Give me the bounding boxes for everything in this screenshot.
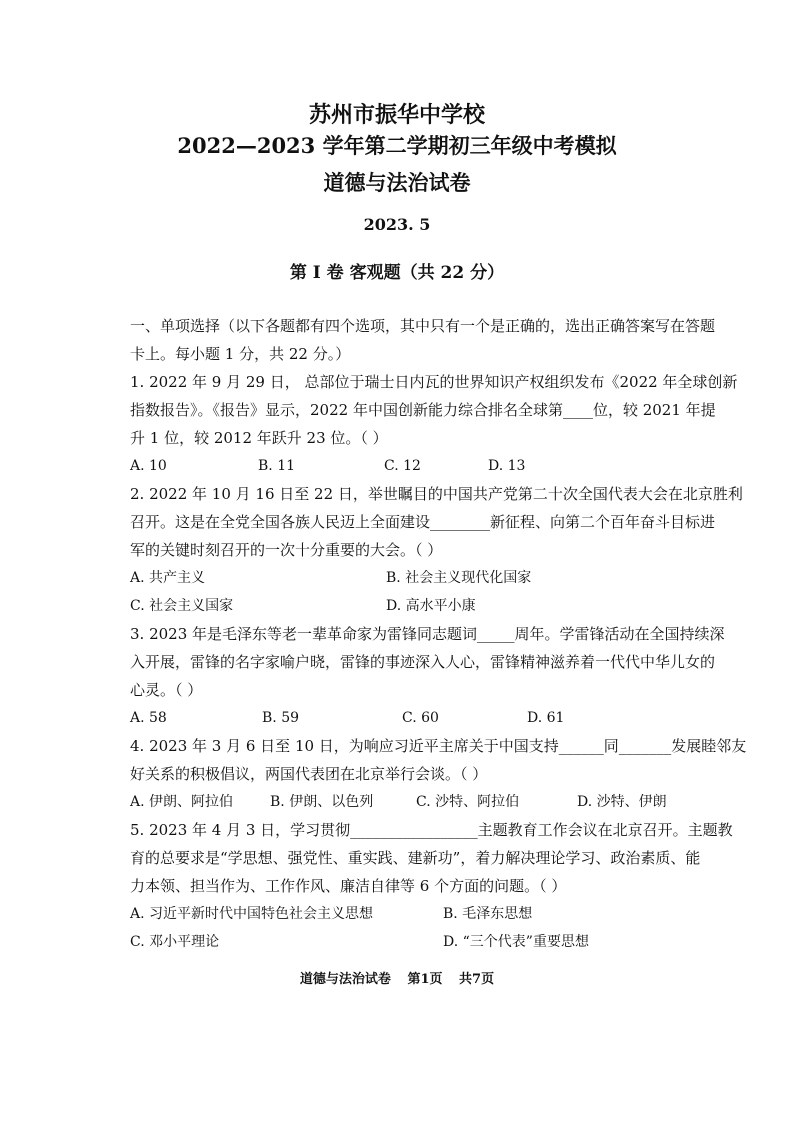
answer-option: C. 沙特、阿拉伯: [416, 794, 520, 810]
footer-subject: 道德与法治试卷: [299, 972, 391, 987]
subject-title: 道德与法治试卷: [323, 170, 471, 195]
question-text: 升 1 位，较 2012 年跃升 23 位。（ ）: [130, 429, 388, 447]
answer-option: D. “三个代表”重要思想: [443, 934, 589, 950]
question-text: 2. 2022 年 10 月 16 日至 22 日，举世瞩目的中国共产党第二十次全国代表大会在北京胜利: [130, 485, 743, 503]
exam-date: 2023. 5: [363, 215, 431, 234]
answer-option: A. 10: [130, 458, 167, 474]
section-instruction: 一、单项选择（以下各题都有四个选项，其中只有一个是正确的，选出正确答案写在答题: [130, 317, 716, 335]
question-text: 1. 2022 年 9 月 29 日， 总部位于瑞士日内瓦的世界知识产权组织发布《2022 年全球创新: [130, 373, 738, 391]
section-title: 第 I 卷 客观题（共 22 分）: [289, 263, 505, 283]
question-text: 5. 2023 年 4 月 3 日，学习贯彻_________________主题教育工作会议在北京召开。主题教: [130, 821, 733, 839]
answer-option: B. 伊朗、以色列: [270, 794, 374, 810]
question-text: 召开。这是在全党全国各族人民迈上全面建设________新征程、向第二个百年奋斗目标进: [130, 513, 716, 531]
answer-option: D. 沙特、伊朗: [577, 794, 667, 810]
question-text: 入开展，雷锋的名字家喻户晓，雷锋的事迹深入人心，雷锋精神滋养着一代代中华儿女的: [130, 653, 716, 671]
answer-option: A. 伊朗、阿拉伯: [130, 794, 234, 810]
answer-option: D. 13: [488, 458, 526, 474]
answer-option: A. 共产主义: [130, 570, 206, 586]
footer-page-number: 第1页: [407, 972, 443, 987]
page-footer: [0, 968, 794, 987]
school-title: 苏州市振华中学校: [308, 102, 485, 128]
answer-option: B. 59: [262, 710, 300, 726]
answer-option: A. 习近平新时代中国特色社会主义思想: [130, 906, 374, 922]
question-text: 4. 2023 年 3 月 6 日至 10 日，为响应习近平主席关于中国支持______同_______发展睦邻友: [130, 737, 747, 755]
answer-option: A. 58: [130, 710, 167, 726]
footer-total-pages: 共7页: [459, 972, 495, 987]
answer-option: C. 60: [402, 710, 439, 726]
question-text: 力本领、担当作为、工作作风、廉洁自律等 6 个方面的问题。（ ）: [130, 877, 567, 895]
answer-option: B. 11: [258, 458, 296, 474]
answer-option: B. 毛泽东思想: [443, 906, 533, 922]
answer-option: C. 邓小平理论: [130, 934, 220, 950]
question-text: 3. 2023 年是毛泽东等老一辈革命家为雷锋同志题词_____周年。学雷锋活动在全国持续深: [130, 625, 725, 643]
question-text: 好关系的积极倡议，两国代表团在北京举行会谈。（ ）: [130, 765, 488, 783]
answer-option: D. 高水平小康: [386, 598, 476, 614]
answer-option: C. 社会主义国家: [130, 598, 234, 614]
exam-title: 2022—2023 学年第二学期初三年级中考模拟: [177, 133, 617, 158]
question-text: 心灵。（ ）: [130, 681, 203, 699]
answer-option: D. 61: [527, 710, 565, 726]
answer-option: C. 12: [384, 458, 421, 474]
section-instruction: 卡上。每小题 1 分，共 22 分。）: [130, 345, 351, 363]
question-text: 育的总要求是“学思想、强党性、重实践、建新功”，着力解决理论学习、政治素质、能: [130, 849, 701, 867]
question-text: 指数报告》。《报告》显示，2022 年中国创新能力综合排名全球第____位，较 2021 年提: [130, 401, 716, 419]
question-text: 军的关键时刻召开的一次十分重要的大会。（ ）: [130, 541, 443, 559]
answer-option: B. 社会主义现代化国家: [386, 570, 532, 586]
